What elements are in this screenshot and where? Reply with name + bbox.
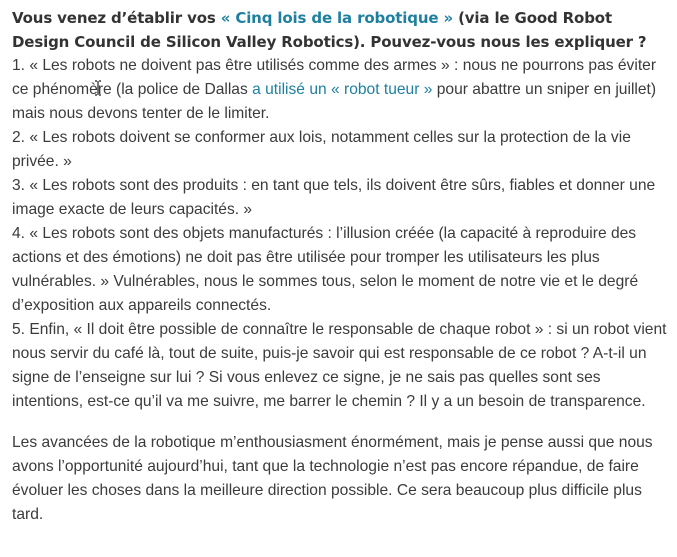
law-1-text-b: re (la police de Dallas [97,81,253,98]
question-text-before: Vous venez d’établir vos [12,9,221,27]
law-1-text-c: pour abattre un sniper en juillet) mais nous devons tenter de le limiter. [12,81,657,122]
law-4: 4. « Les robots sont des objets manufacturés : l’illusion créée (la capacité à reproduire des actions et des émotions) ne doit pas être utilisée pour tromper les utilisateurs les plus vulnérables. » Vulnérables, nous le sommes tous, selon le moment de notre vie et le degré d’exposition aux appareils connectés. [12,225,639,314]
law-1 [12,54,667,126]
question-text-after: (via le Good Robot Design Council de Silicon Valley Robotics). Pouvez-vous nous les expliquer ? [12,9,647,51]
article-body [12,6,667,527]
conclusion-paragraph: Les avancées de la robotique m’enthousiasment énormément, mais je pense aussi que nous avons l’opportunité aujourd’hui, tant que la technologie n’est pas encore répandue, de faire évoluer les choses dans la meilleure direction possible. Ce sera beaucoup plus difficile plus tard. [12,434,653,523]
interview-question [12,6,667,54]
robot-tueur-link[interactable]: a utilisé un « robot tueur » [252,81,433,98]
law-1-text-a: 1. « Les robots ne doivent pas être utilisés comme des armes » : nous ne pourrons pas éviter ce phénomè [12,57,657,98]
law-3: 3. « Les robots sont des produits : en tant que tels, ils doivent être sûrs, fiables et donner une image exacte de leurs capacités. » [12,177,656,218]
law-2: 2. « Les robots doivent se conformer aux lois, notamment celles sur la protection de la vie privée. » [12,129,631,170]
cinq-lois-link[interactable]: « Cinq lois de la robotique » [220,9,453,27]
law-5: 5. Enfin, « Il doit être possible de connaître le responsable de chaque robot » : si un robot vient nous servir du café là, tout de suite, puis-je savoir qui est responsable de ce robot ? A-t-il un signe de l’enseigne sur lui ? Si vous enlevez ce signe, je ne sais pas quelles sont ses intentions, est-ce qu’il va me suivre, me barrer le chemin ? Il y a un besoin de transparence. [12,321,667,410]
